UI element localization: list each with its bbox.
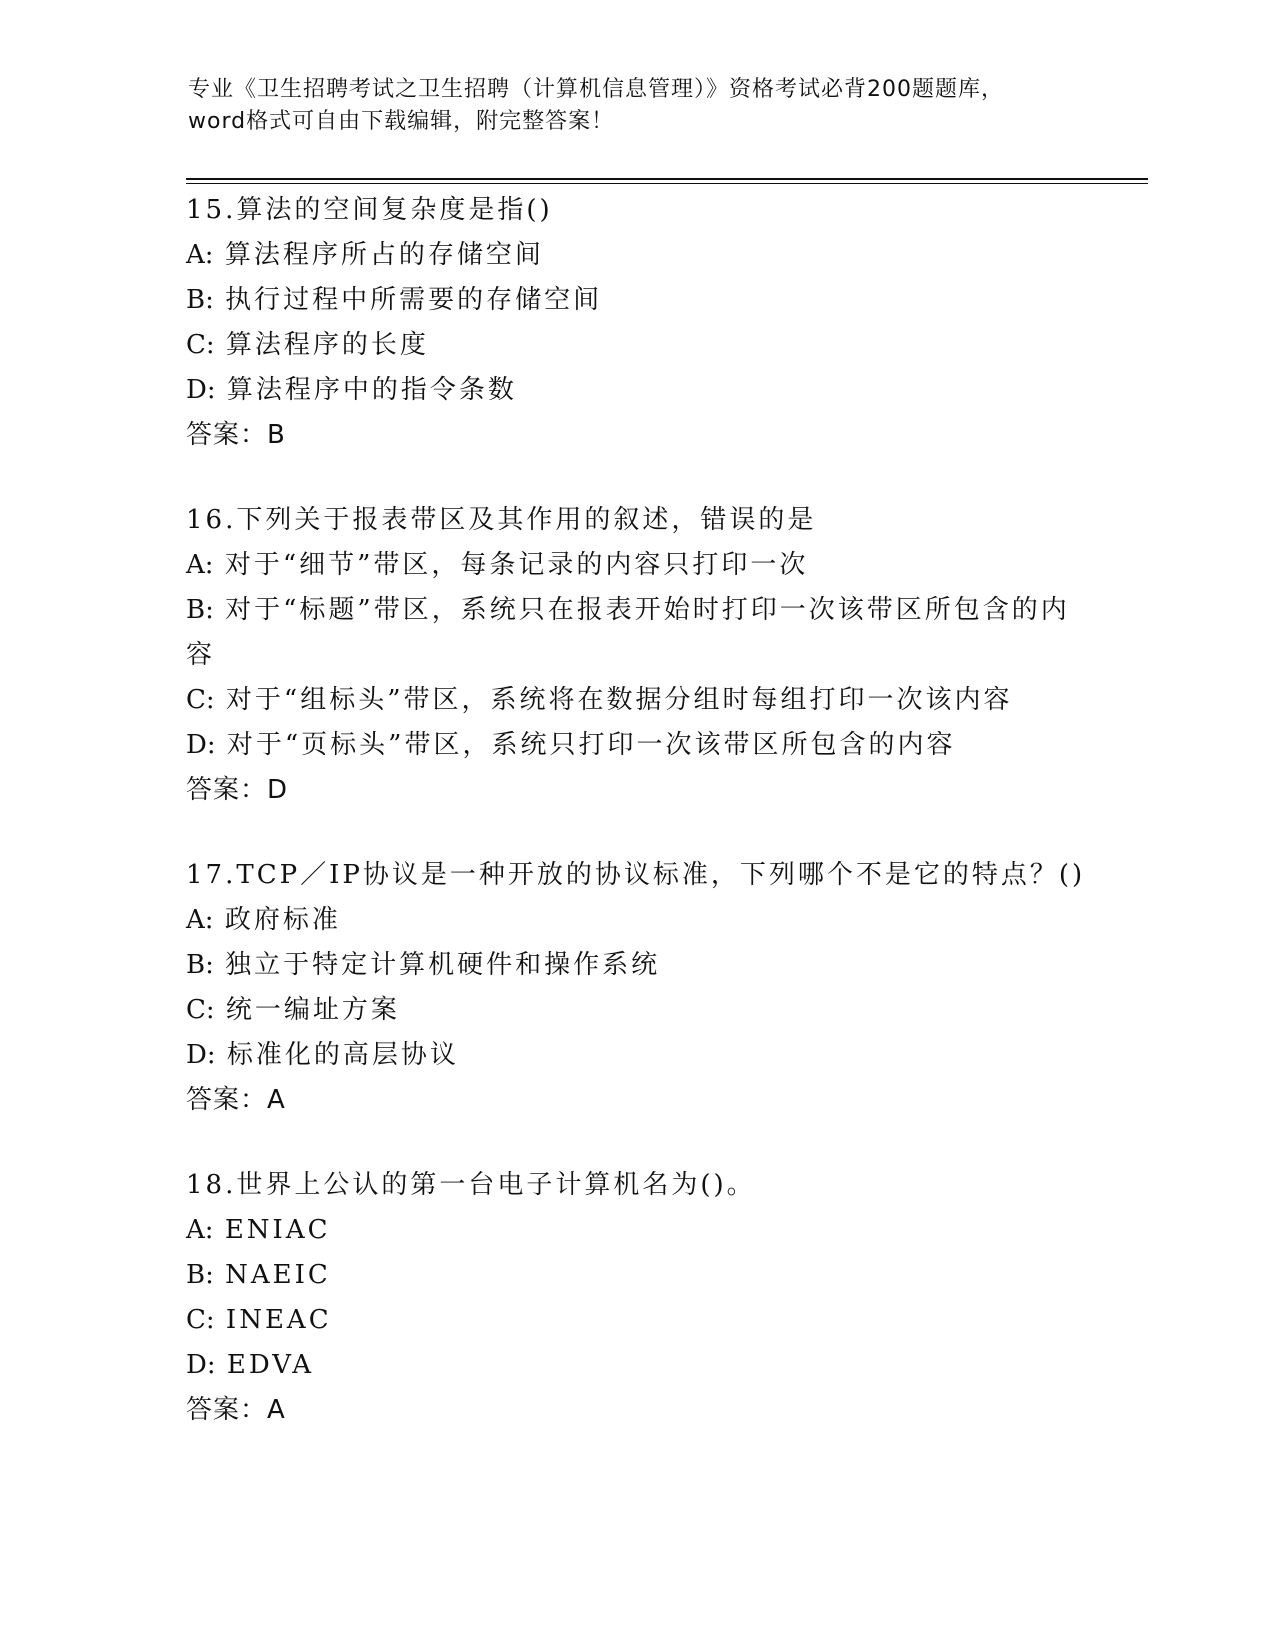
option-text: 对于“细节”带区，每条记录的内容只打印一次 <box>224 550 809 580</box>
option-letter: B: <box>186 595 214 625</box>
option-text: 标准化的高层协议 <box>226 1040 459 1070</box>
option-letter: C: <box>186 685 215 715</box>
answer: 答案：A <box>186 1085 286 1115</box>
option-text: 对于“标题”带区，系统只在报表开始时打印一次该带区所包含的内容 <box>186 595 1070 670</box>
option-text: 对于“组标头”带区，系统将在数据分组时每组打印一次该内容 <box>225 685 1013 715</box>
option-letter: A: <box>186 1215 214 1245</box>
option-text: NAEIC <box>225 1260 331 1290</box>
question-stem: 15.算法的空间复杂度是指() <box>186 195 553 225</box>
question-list <box>186 188 1086 1473</box>
option-c <box>186 323 1086 368</box>
question-18 <box>186 1163 1086 1433</box>
option-letter: C: <box>186 330 215 360</box>
option-letter: A: <box>186 550 214 580</box>
question-15 <box>186 188 1086 458</box>
option-b <box>186 1253 1086 1298</box>
option-letter: B: <box>186 1260 214 1290</box>
option-text: 算法程序中的指令条数 <box>226 375 517 405</box>
option-text: 对于“页标头”带区，系统只打印一次该带区所包含的内容 <box>226 730 956 760</box>
option-text: INEAC <box>225 1305 332 1335</box>
option-letter: D: <box>186 1350 216 1380</box>
option-d <box>186 1033 1086 1078</box>
option-letter: D: <box>186 730 216 760</box>
answer: 答案：A <box>186 1395 286 1425</box>
option-text: 算法程序的长度 <box>225 330 429 360</box>
option-text: EDVA <box>226 1350 315 1380</box>
option-a <box>186 233 1086 278</box>
option-letter: D: <box>186 1040 216 1070</box>
option-text: 政府标准 <box>224 905 341 935</box>
question-stem: 16.下列关于报表带区及其作用的叙述，错误的是 <box>186 505 817 535</box>
header-divider-thin <box>186 183 1148 184</box>
header-divider <box>186 178 1148 180</box>
option-b <box>186 588 1086 678</box>
option-d <box>186 1343 1086 1388</box>
option-d <box>186 368 1086 413</box>
question-17 <box>186 853 1086 1123</box>
question-16 <box>186 498 1086 813</box>
option-a <box>186 898 1086 943</box>
option-letter: C: <box>186 995 215 1025</box>
option-text: 独立于特定计算机硬件和操作系统 <box>225 950 661 980</box>
option-letter: A: <box>186 905 214 935</box>
option-letter: A: <box>186 240 214 270</box>
option-c <box>186 678 1086 723</box>
option-letter: B: <box>186 285 214 315</box>
option-a <box>186 543 1086 588</box>
document-header <box>188 74 1088 138</box>
option-text: 算法程序所占的存储空间 <box>224 240 544 270</box>
option-letter: D: <box>186 375 216 405</box>
option-text: ENIAC <box>224 1215 331 1245</box>
answer: 答案：B <box>186 420 286 450</box>
question-stem: 17.TCP／IP协议是一种开放的协议标准，下列哪个不是它的特点？() <box>186 860 1086 890</box>
header-line-1: 专业《卫生招聘考试之卫生招聘（计算机信息管理）》资格考试必背200题题库， <box>188 77 1004 102</box>
header-line-2: word格式可自由下载编辑，附完整答案！ <box>188 109 615 134</box>
option-c <box>186 988 1086 1033</box>
option-b <box>186 278 1086 323</box>
option-d <box>186 723 1086 768</box>
option-a <box>186 1208 1086 1253</box>
option-text: 统一编址方案 <box>225 995 400 1025</box>
option-c <box>186 1298 1086 1343</box>
option-text: 执行过程中所需要的存储空间 <box>225 285 603 315</box>
option-letter: C: <box>186 1305 215 1335</box>
question-stem: 18.世界上公认的第一台电子计算机名为()。 <box>186 1170 756 1200</box>
option-letter: B: <box>186 950 214 980</box>
answer: 答案：D <box>186 775 289 805</box>
option-b <box>186 943 1086 988</box>
